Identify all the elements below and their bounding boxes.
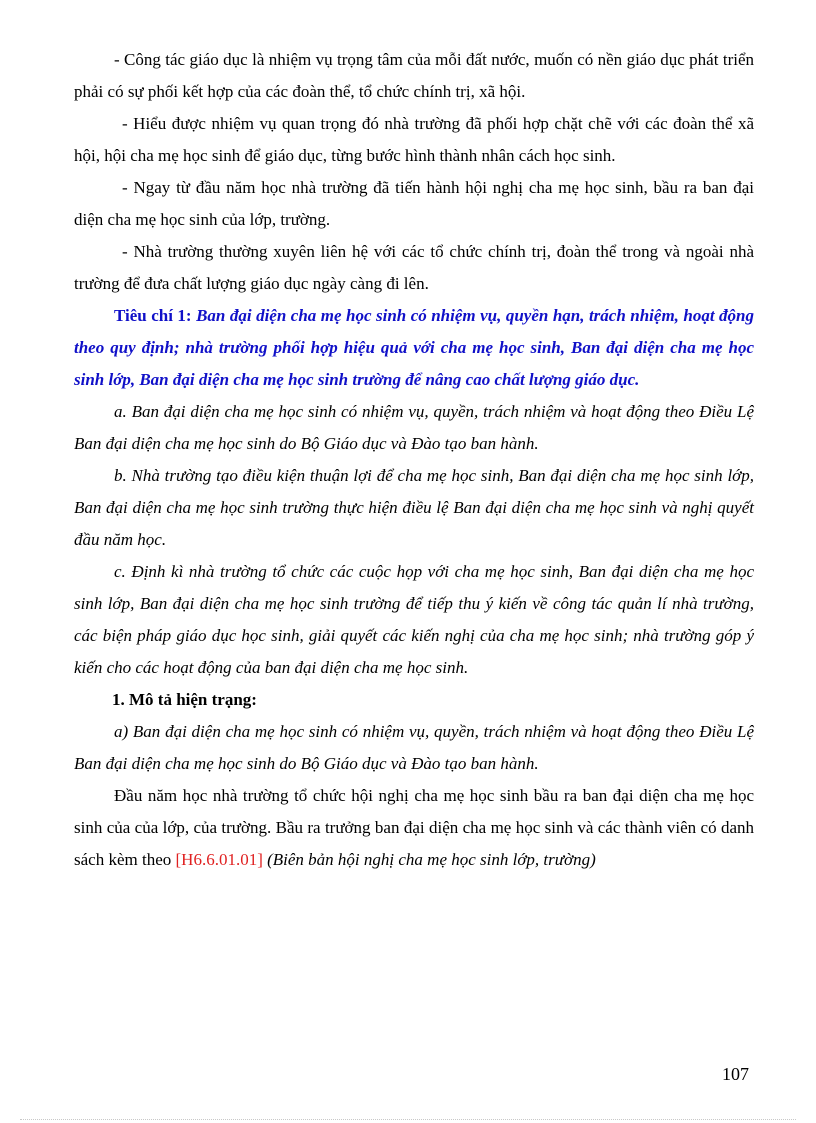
footer-divider (20, 1119, 796, 1120)
paragraph-1: - Công tác giáo dục là nhiệm vụ trọng tâm của mỗi đất nước, muốn có nền giáo dục phát triển phải có sự phối kết hợp của các đoàn thể, tổ chức chính trị, xã hội. (74, 50, 754, 101)
section-body-text: Đầu năm học nhà trường tổ chức hội nghị cha mẹ học sinh bầu ra ban đại diện cha mẹ học sinh của của lớp, của trường. Bầu ra trưởng ban đại diện cha mẹ học sinh và các thành viên có danh sách kèm theo (74, 786, 754, 869)
page-number: 107 (722, 1064, 749, 1084)
section-body (74, 780, 754, 876)
evidence-note: (Biên bản hội nghị cha mẹ học sinh lớp, trường) (267, 850, 596, 869)
section-sub-a: a) Ban đại diện cha mẹ học sinh có nhiệm vụ, quyền, trách nhiệm và hoạt động theo Điều Lệ Ban đại diện cha mẹ học sinh do Bộ Giáo dục và Đào tạo ban hành. (74, 722, 754, 773)
paragraph-3: - Ngay từ đầu năm học nhà trường đã tiến hành hội nghị cha mẹ học sinh, bầu ra ban đại diện cha mẹ học sinh của lớp, trường. (74, 178, 754, 229)
criterion-label: Tiêu chí 1: (114, 306, 192, 325)
criterion-1 (74, 300, 754, 396)
paragraph-4: - Nhà trường thường xuyên liên hệ với các tổ chức chính trị, đoàn thể trong và ngoài nhà trường để đưa chất lượng giáo dục ngày càng đi lên. (74, 242, 754, 293)
item-a: a. Ban đại diện cha mẹ học sinh có nhiệm vụ, quyền, trách nhiệm và hoạt động theo Điều Lệ Ban đại diện cha mẹ học sinh do Bộ Giáo dục và Đào tạo ban hành. (74, 402, 754, 453)
item-c: c. Định kì nhà trường tổ chức các cuộc họp với cha mẹ học sinh, Ban đại diện cha mẹ học sinh lớp, Ban đại diện cha mẹ học sinh trường để tiếp thu ý kiến về công tác quản lí nhà trường, các biện pháp giáo dục học sinh, giải quyết các kiến nghị của cha mẹ học sinh; nhà trường góp ý kiến cho các hoạt động của ban đại diện cha mẹ học sinh. (74, 562, 754, 677)
paragraph-2: - Hiểu được nhiệm vụ quan trọng đó nhà trường đã phối hợp chặt chẽ với các đoàn thể xã hội, hội cha mẹ học sinh để giáo dục, từng bước hình thành nhân cách học sinh. (74, 114, 754, 165)
evidence-ref: [H6.6.01.01] (175, 850, 263, 869)
section-heading: 1. Mô tả hiện trạng: (112, 690, 257, 709)
criterion-text: Ban đại diện cha mẹ học sinh có nhiệm vụ, quyền hạn, trách nhiệm, hoạt động theo quy định; nhà trường phối hợp hiệu quả với cha mẹ học sinh, Ban đại diện cha mẹ học sinh lớp, Ban đại diện cha mẹ học sinh trường để nâng cao chất lượng giáo dục. (74, 306, 755, 389)
document-page (74, 44, 754, 876)
item-b: b. Nhà trường tạo điều kiện thuận lợi để cha mẹ học sinh, Ban đại diện cha mẹ học sinh lớp, Ban đại diện cha mẹ học sinh trường thực hiện điều lệ Ban đại diện cha mẹ học sinh và nghị quyết đầu năm học. (74, 466, 754, 549)
